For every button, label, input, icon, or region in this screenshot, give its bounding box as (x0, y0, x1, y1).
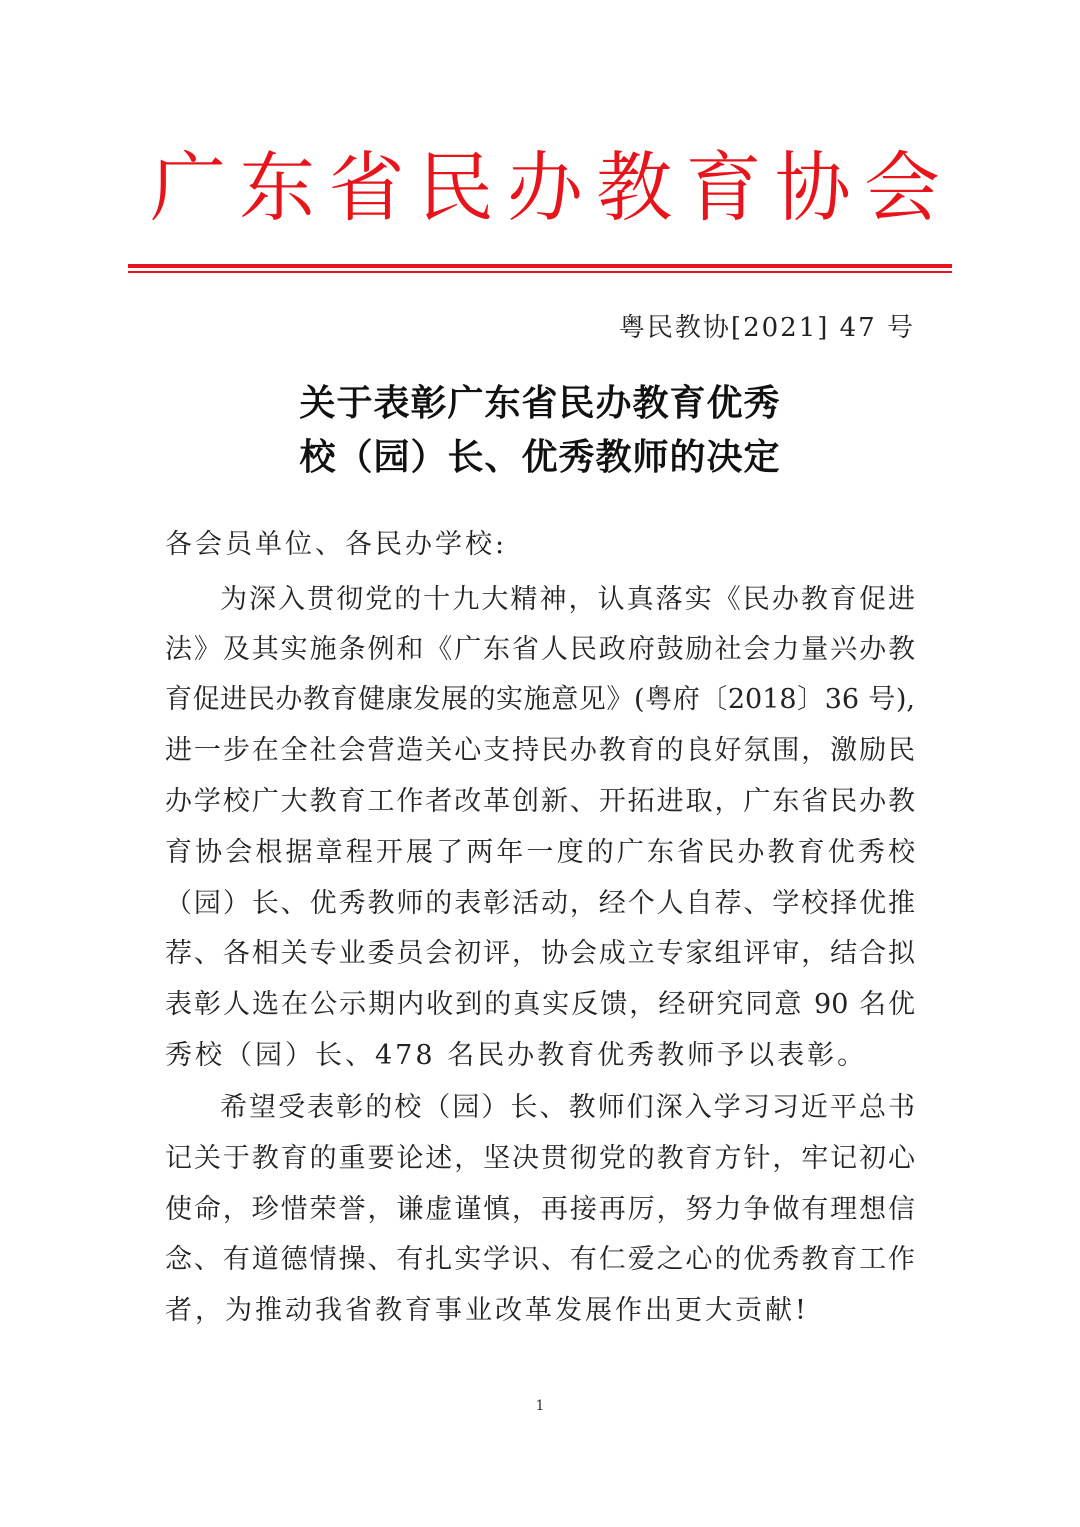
salutation: 各会员单位、各民办学校: (165, 529, 508, 560)
letterhead-char: 协 (774, 143, 851, 232)
body-text-line: 希望受表彰的校（园）长、教师们深入学习习近平总书 (220, 1092, 915, 1123)
body-text-line: 表彰人选在公示期内收到的真实反馈，经研究同意 90 名优 (165, 989, 915, 1020)
body-text-line: 为深入贯彻党的十九大精神，认真落实《民办教育促进 (220, 584, 915, 615)
letterhead-char: 民 (417, 143, 494, 232)
letterhead-char: 会 (864, 143, 940, 232)
letterhead-org-name (150, 138, 940, 238)
letterhead-divider-thin (128, 271, 952, 273)
body-text-line: 者，为推动我省教育事业改革发展作出更大贡献! (165, 1295, 809, 1326)
page-number: 1 (535, 1398, 545, 1414)
body-text-line: 使命，珍惜荣誉，谦虚谨慎，再接再厉，努力争做有理想信 (165, 1194, 915, 1225)
body-text-line: 荐、各相关专业委员会初评，协会成立专家组评审，结合拟 (165, 938, 915, 969)
body-text-line: 记关于教育的重要论述，坚决贯彻党的教育方针，牢记初心 (165, 1143, 915, 1174)
body-text-line: 念、有道德情操、有扎实学识、有仁爱之心的优秀教育工作 (165, 1244, 915, 1275)
document-title-line-1: 关于表彰广东省民办教育优秀 (299, 383, 781, 424)
document-title-line-2: 校（园）长、优秀教师的决定 (299, 437, 781, 478)
letterhead-char: 广 (150, 143, 226, 232)
letterhead-char: 省 (328, 143, 405, 232)
letterhead-divider-thick (128, 264, 952, 268)
body-text-line: 育促进民办教育健康发展的实施意见》(粤府〔2018〕36 号), (165, 684, 915, 715)
letterhead-char: 办 (507, 143, 583, 232)
body-text-line: 法》及其实施条例和《广东省人民政府鼓励社会力量兴办教 (165, 634, 915, 665)
body-text-line: 办学校广大教育工作者改革创新、开拓进取，广东省民办教 (165, 786, 915, 817)
body-text-line: 育协会根据章程开展了两年一度的广东省民办教育优秀校 (165, 837, 915, 868)
body-text-line: 秀校（园）长、478 名民办教育优秀教师予以表彰。 (165, 1040, 868, 1071)
letterhead-char: 教 (596, 143, 673, 232)
document-number: 粤民教协[2021] 47 号 (618, 313, 915, 343)
body-text-line: 进一步在全社会营造关心支持民办教育的良好氛围，激励民 (165, 735, 915, 766)
letterhead-char: 育 (685, 143, 762, 232)
body-text-line: （园）长、优秀教师的表彰活动，经个人自荐、学校择优推 (165, 888, 915, 919)
letterhead-char: 东 (239, 143, 316, 232)
